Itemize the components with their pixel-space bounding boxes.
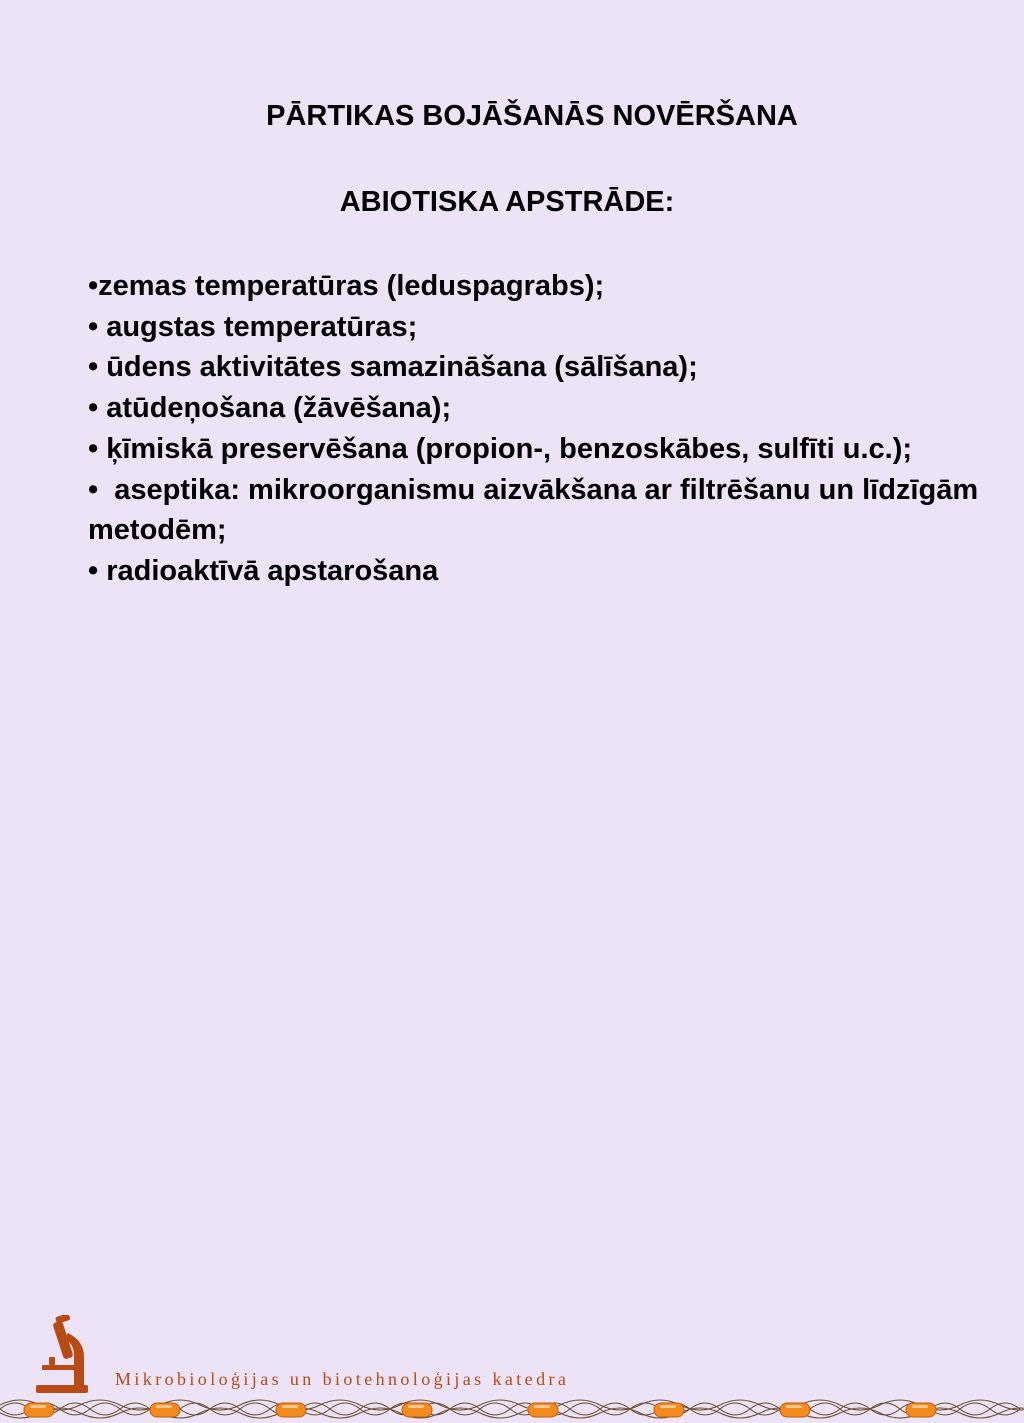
slide-subtitle: ABIOTISKA APSTRĀDE: (339, 186, 675, 218)
bullet-item: • ūdens aktivitātes samazināšana (sālīšana); (88, 351, 698, 384)
bullet-item: • augstas temperatūras; (88, 310, 418, 343)
bullet-item: •zemas temperatūras (leduspagrabs); (88, 270, 605, 302)
bullet-item: • ķīmiskā preservēšana (propion-, benzoskābes, sulfīti u.c.); (88, 432, 913, 465)
bullet-item: • radioaktīvā apstarošana (88, 554, 439, 587)
bullet-item: • aseptika: mikroorganismu aizvākšana ar filtrēšanu un līdzīgām metodēm; (88, 473, 1003, 547)
microscope-icon (34, 1315, 94, 1395)
bacteria-chain-border (0, 1395, 1024, 1423)
department-name: Mikrobioloģijas un biotehnoloģijas katedra (115, 1369, 570, 1389)
bullet-item: • atūdeņošana (žāvēšana); (88, 392, 452, 425)
footer (0, 655, 1024, 1389)
slide-title: PĀRTIKAS BOJĀŠANĀS NOVĒRŠANA (266, 100, 798, 132)
bullet-list (88, 266, 1003, 592)
